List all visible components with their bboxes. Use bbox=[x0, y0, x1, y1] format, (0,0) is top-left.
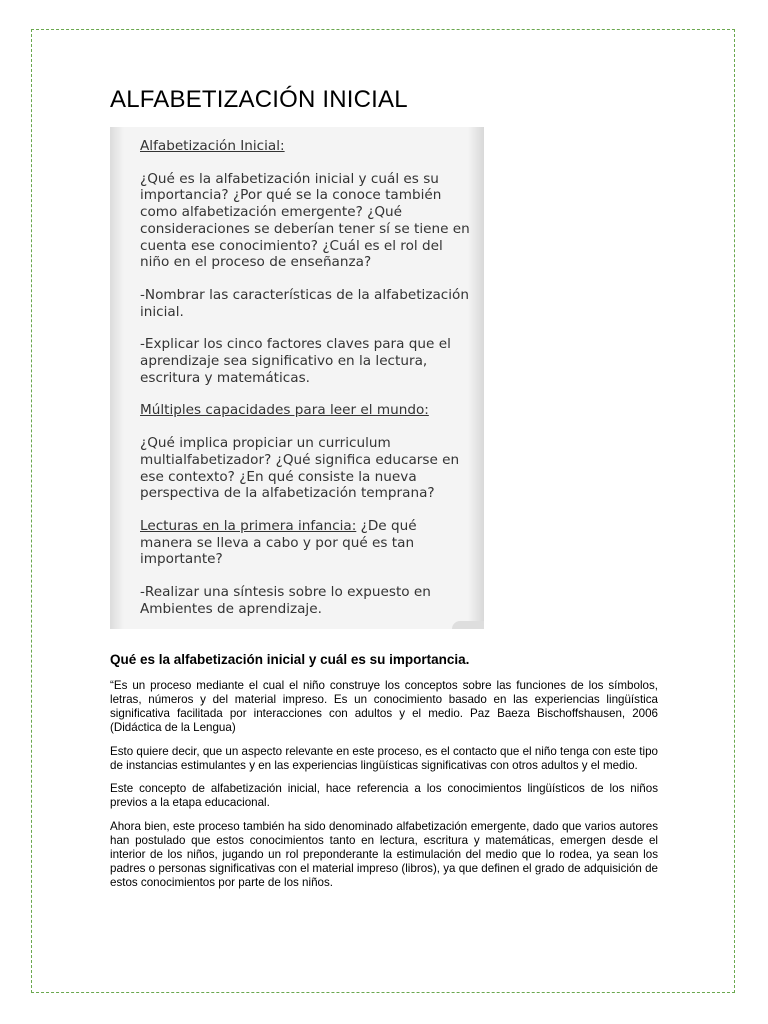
image-paragraph-lecturas: ¿De qué manera se lleva a cabo y por qué es tan importante? bbox=[140, 517, 417, 568]
image-right-shadow bbox=[468, 127, 484, 629]
embedded-screenshot-image bbox=[110, 127, 484, 629]
image-paragraph-questions: ¿Qué es la alfabetización inicial y cuál es su importancia? ¿Por qué se la conoce también como alfabetización emergente? ¿Qué consideraciones se deberían tener sí se tiene en cuenta ese conocimiento? ¿Cuál es el rol del niño en el proceso de enseñanza? bbox=[140, 170, 470, 271]
image-paragraph-caracteristicas: -Nombrar las características de la alfabetización inicial. bbox=[140, 286, 469, 320]
document-title: ALFABETIZACIÓN INICIAL bbox=[110, 86, 408, 113]
body-paragraph-concept: Este concepto de alfabetización inicial, hace referencia a los conocimientos lingüísticos de los niños previos a la etapa educacional. bbox=[110, 782, 658, 810]
image-paragraph-curriculum: ¿Qué implica propiciar un curriculum multialfabetizador? ¿Qué significa educarse en ese contexto? ¿En qué consiste la nueva perspectiva de la alfabetización temprana? bbox=[140, 435, 460, 502]
body-paragraph-definition: “Es un proceso mediante el cual el niño construye los conceptos sobre las funciones de los símbolos, letras, números y del material impreso. Es un conocimiento basado en las experiencias lingüística significativa facilitada por interacciones con adultos y el medio. Paz Baeza Bischoffshausen, 2006 (Didáctica de la Lengua) bbox=[110, 679, 658, 734]
section-heading: Qué es la alfabetización inicial y cuál es su importancia. bbox=[110, 652, 470, 667]
body-paragraph-emergent: Ahora bien, este proceso también ha sido denominado alfabetización emergente, dado que varios autores han postulado que estos conocimientos tanto en lectura, escritura y matemáticas, emergen desde el interior de los niños, jugando un rol preponderante la estimulación del medio que lo rodea, ya sean los padres o personas significativas con el material impreso (libros), ya que definen el grado de adquisición de estos conocimientos por parte de los niños. bbox=[110, 820, 658, 889]
image-heading-capacidades: Múltiples capacidades para leer el mundo: bbox=[140, 402, 429, 419]
image-heading-alfabetizacion: Alfabetización Inicial: bbox=[140, 138, 285, 154]
image-text-block bbox=[140, 138, 470, 629]
image-paragraph-factores: -Explicar los cinco factores claves para que el aprendizaje sea significativo en la lectura, escritura y matemáticas. bbox=[140, 336, 451, 386]
section-body bbox=[110, 679, 658, 900]
body-paragraph-contact: Esto quiere decir, que un aspecto relevante en este proceso, es el contacto que el niño tenga con este tipo de instancias estimulantes y en las experiencias lingüísticas significativas con otros adultos y el medio. bbox=[110, 744, 658, 772]
image-left-shadow bbox=[110, 127, 124, 629]
image-paragraph-sintesis: -Realizar una síntesis sobre lo expuesto en Ambientes de aprendizaje. bbox=[140, 584, 431, 617]
image-heading-lecturas: Lecturas en la primera infancia: bbox=[140, 517, 357, 534]
